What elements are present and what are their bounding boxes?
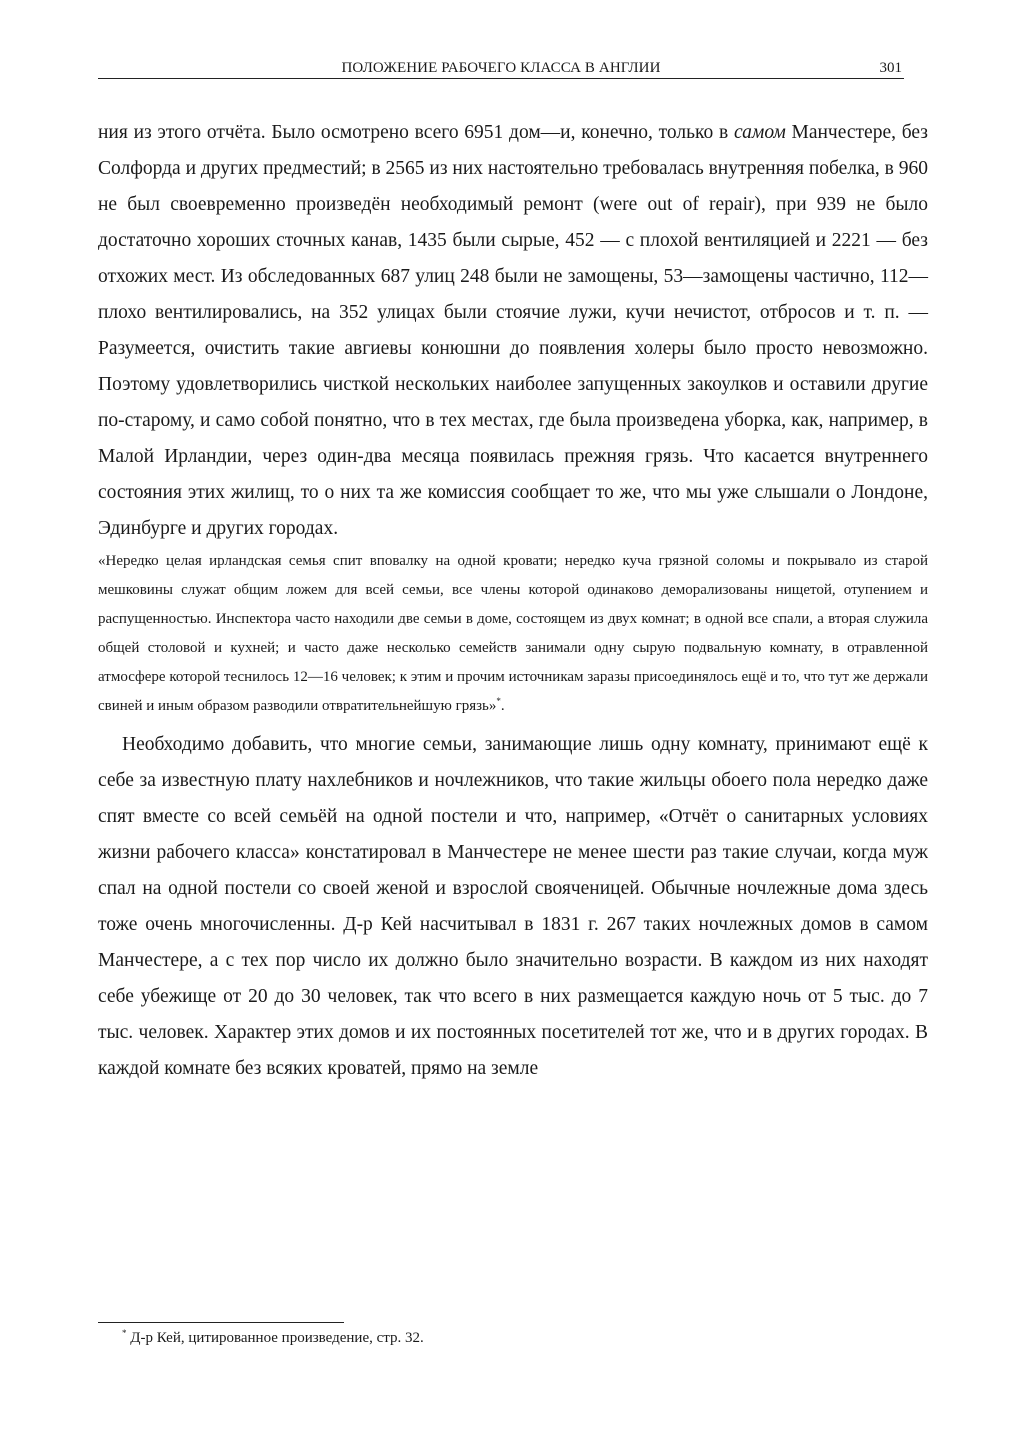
paragraph-1 [98,115,928,547]
footnote-reference: * [496,696,501,706]
quote-end: . [500,698,505,714]
quote-text: «Нередко целая ирландская семья спит вповалку на одной кровати; нередко куча грязной соломы и покрывало из старой мешковины служат общим ложем для всей семьи, все члены которой одинаково деморализованы нищетой, отупением и распущенностью. Инспектора часто находили две семьи в доме, состоящем из двух комнат; в одной все спали, а вторая служила общей столовой и кухней; и часто даже несколько семейств занимали одну сырую подвальную комнату, в отравленной атмосфере которой теснилось 12—16 человек; к этим и прочим источникам заразы присоединялось ещё и то, что тут же держали свиней и иным образом разводили отвратительнейшую грязь» [98,553,928,714]
header-title: ПОЛОЖЕНИЕ РАБОЧЕГО КЛАССА В АНГЛИИ [341,60,661,76]
paragraph-2: Необходимо добавить, что многие семьи, занимающие лишь одну комнату, принимают ещё к себе за известную плату нахлебников и ночлежников, что такие жильцы обоего пола нередко даже спят вместе со всей семьёй на одной постели и что, например, «Отчёт о санитарных условиях жизни рабочего класса» констатировал в Манчестере не менее шести раз такие случаи, когда муж спал на одной постели со своей женой и взрослой свояченицей. Обычные ночлежные дома здесь тоже очень многочисленны. Д-р Кей насчитывал в 1831 г. 267 таких ночлежных домов в самом Манчестере, а с тех пор число их должно было значительно возрасти. В каждом из них находят себе убежище от 20 до 30 человек, так что всего в них размещается каждую ночь от 5 тыс. до 7 тыс. человек. Характер этих домов и их постоянных посетителей тот же, что и в других городах. В каждой комнате без всяких кроватей, прямо на земле [98,734,928,1079]
block-quote [98,547,928,721]
footnote [122,1330,424,1347]
paragraph-1-text-a: ния из этого отчёта. Было осмотрено всего 6951 дом—и, конечно, только в [98,122,734,143]
footnote-rule [98,1322,344,1323]
paragraph-1-text-b: Манчестере, без Солфорда и других предместий; в 2565 из них настоятельно требовалась внутренняя побелка, в 960 не был своевременно произведён необходимый ремонт (were out of repair), при 939 не было достаточно хороших сточных канав, 1435 были сырые, 452 — с плохой вентиляцией и 2221 — без отхожих мест. Из обследованных 687 улиц 248 были не замощены, 53—замощены частично, 112—плохо вентилировались, на 352 улицах были стоячие лужи, кучи нечистот, отбросов и т. п. — Разумеется, очистить такие авгиевы конюшни до появления холеры было просто невозможно. Поэтому удовлетворились чисткой нескольких наиболее запущенных закоулков и оставили другие по-старому, и само собой понятно, что в тех местах, где была произведена уборка, как, например, в Малой Ирландии, через один-два месяца появилась прежняя грязь. Что касается внутреннего состояния этих жилищ, то о них та же комиссия сообщает то же, что мы уже слышали о Лондоне, Эдинбурге и других городах. [98,122,928,539]
paragraph-1-italic: самом [733,122,786,143]
footnote-text: Д-р Кей, цитированное произведение, стр. 32. [126,1330,424,1346]
page-number: 301 [879,60,902,76]
running-header [98,60,904,80]
header-rule [98,78,904,79]
body-text [98,115,928,1087]
footnote-mark: * [122,1328,127,1338]
